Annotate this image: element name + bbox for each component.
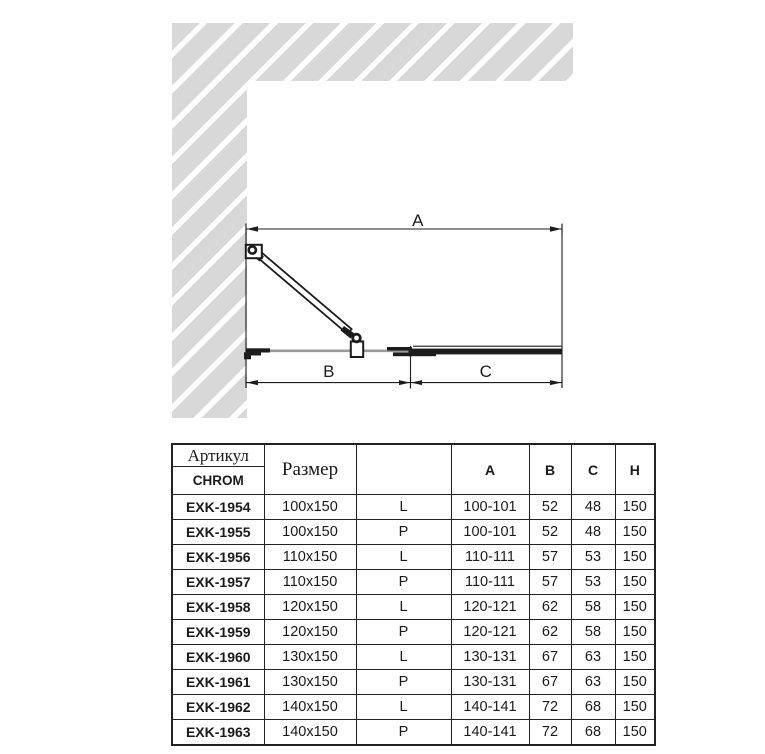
col-header-b: B <box>529 444 571 495</box>
cell-a: 100-101 <box>451 495 529 520</box>
spec-table-body <box>172 495 655 745</box>
table-row <box>172 670 655 695</box>
cell-c: 63 <box>571 670 615 695</box>
table-row <box>172 645 655 670</box>
cell-c: 53 <box>571 545 615 570</box>
cell-article: EXK-1961 <box>172 670 264 695</box>
cell-c: 68 <box>571 720 615 745</box>
cell-side: L <box>356 645 451 670</box>
extension-lines <box>246 224 562 389</box>
cell-c: 48 <box>571 495 615 520</box>
table-row <box>172 595 655 620</box>
table-row <box>172 570 655 595</box>
cell-a: 140-141 <box>451 720 529 745</box>
cell-a: 100-101 <box>451 520 529 545</box>
cell-article: EXK-1957 <box>172 570 264 595</box>
cell-b: 57 <box>529 545 571 570</box>
pivot-hinge-icon <box>351 334 363 357</box>
cell-c: 63 <box>571 645 615 670</box>
cell-size: 110x150 <box>264 570 356 595</box>
col-header-size: Размер <box>264 444 356 495</box>
col-header-blank <box>356 444 451 495</box>
cell-b: 67 <box>529 645 571 670</box>
table-row <box>172 720 655 745</box>
cell-side: L <box>356 545 451 570</box>
cell-c: 48 <box>571 520 615 545</box>
cell-b: 62 <box>529 595 571 620</box>
cell-side: P <box>356 570 451 595</box>
cell-side: L <box>356 495 451 520</box>
dim-label-c: C <box>479 362 493 381</box>
article-header-label: Артикул <box>173 445 264 467</box>
col-header-c: C <box>571 444 615 495</box>
cell-h: 150 <box>615 595 655 620</box>
table-row <box>172 520 655 545</box>
table-row <box>172 695 655 720</box>
cell-side: L <box>356 595 451 620</box>
wall-hinge-icon <box>246 245 262 258</box>
dim-label-b: B <box>323 362 335 381</box>
cell-b: 62 <box>529 620 571 645</box>
cell-size: 120x150 <box>264 620 356 645</box>
cell-b: 52 <box>529 495 571 520</box>
cell-h: 150 <box>615 645 655 670</box>
cell-article: EXK-1955 <box>172 520 264 545</box>
col-header-h: H <box>615 444 655 495</box>
cell-size: 100x150 <box>264 520 356 545</box>
folding-panel <box>254 252 355 339</box>
cell-h: 150 <box>615 620 655 645</box>
cell-h: 150 <box>615 670 655 695</box>
cell-article: EXK-1962 <box>172 695 264 720</box>
cell-a: 130-131 <box>451 645 529 670</box>
cell-size: 120x150 <box>264 595 356 620</box>
cell-side: P <box>356 720 451 745</box>
cell-a: 110-111 <box>451 545 529 570</box>
cell-c: 58 <box>571 620 615 645</box>
cell-c: 58 <box>571 595 615 620</box>
cell-h: 150 <box>615 545 655 570</box>
cell-article: EXK-1954 <box>172 495 264 520</box>
chrom-header-label: CHROM <box>192 473 244 488</box>
cell-size: 140x150 <box>264 720 356 745</box>
cell-article: EXK-1963 <box>172 720 264 745</box>
cell-h: 150 <box>615 720 655 745</box>
cell-b: 57 <box>529 570 571 595</box>
cell-side: P <box>356 670 451 695</box>
cell-b: 72 <box>529 720 571 745</box>
cell-article: EXK-1956 <box>172 545 264 570</box>
cell-size: 130x150 <box>264 670 356 695</box>
cell-c: 53 <box>571 570 615 595</box>
cell-h: 150 <box>615 695 655 720</box>
cell-size: 100x150 <box>264 495 356 520</box>
cell-a: 110-111 <box>451 570 529 595</box>
cell-size: 140x150 <box>264 695 356 720</box>
cell-a: 140-141 <box>451 695 529 720</box>
cell-h: 150 <box>615 520 655 545</box>
cell-side: P <box>356 620 451 645</box>
cell-side: L <box>356 695 451 720</box>
cell-article: EXK-1959 <box>172 620 264 645</box>
cell-a: 130-131 <box>451 670 529 695</box>
header-row <box>172 444 655 495</box>
wall-bracket-icon <box>244 348 270 359</box>
cell-b: 72 <box>529 695 571 720</box>
cell-size: 110x150 <box>264 545 356 570</box>
cell-c: 68 <box>571 695 615 720</box>
cell-side: P <box>356 520 451 545</box>
cell-article: EXK-1960 <box>172 645 264 670</box>
cell-article: EXK-1958 <box>172 595 264 620</box>
col-header-article <box>172 444 264 495</box>
table-row <box>172 620 655 645</box>
table-row <box>172 545 655 570</box>
dim-label-a: A <box>412 211 424 230</box>
cell-h: 150 <box>615 570 655 595</box>
cell-b: 67 <box>529 670 571 695</box>
cell-a: 120-121 <box>451 595 529 620</box>
cell-h: 150 <box>615 495 655 520</box>
cell-a: 120-121 <box>451 620 529 645</box>
col-header-a: A <box>451 444 529 495</box>
cell-b: 52 <box>529 520 571 545</box>
spec-table-container <box>171 443 656 746</box>
spec-table <box>171 443 656 746</box>
cell-size: 130x150 <box>264 645 356 670</box>
dimension-b-c <box>246 377 562 388</box>
table-row <box>172 495 655 520</box>
